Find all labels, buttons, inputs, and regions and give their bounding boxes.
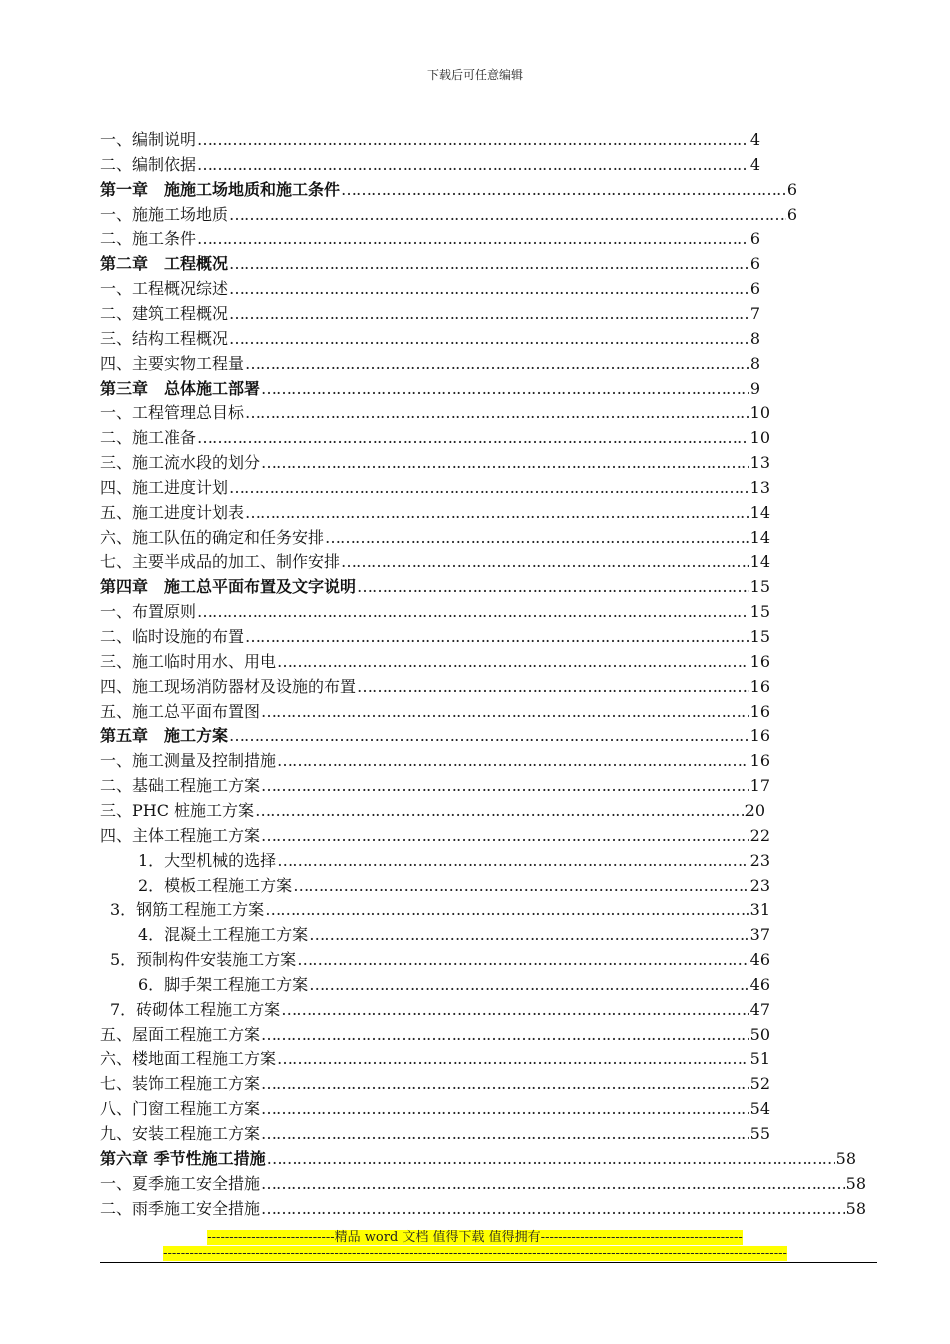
toc-entry-label: 二、编制依据 bbox=[100, 154, 197, 174]
toc-leader-dots bbox=[293, 874, 748, 898]
toc-entry-label: 二、雨季施工安全措施 bbox=[100, 1198, 261, 1218]
toc-entry[interactable] bbox=[100, 824, 770, 848]
toc-page-number: 15 bbox=[749, 602, 770, 622]
toc-entry[interactable] bbox=[100, 302, 760, 326]
toc-page-number: 52 bbox=[749, 1074, 770, 1094]
toc-entry-label: 二、施工准备 bbox=[100, 428, 197, 448]
toc-page-number: 54 bbox=[749, 1099, 770, 1119]
toc-entry-label: 4．混凝土工程施工方案 bbox=[138, 925, 309, 945]
toc-page-number: 47 bbox=[749, 999, 770, 1019]
toc-entry-label: 三、结构工程概况 bbox=[100, 328, 229, 348]
toc-entry[interactable] bbox=[100, 700, 770, 724]
toc-entry-label: 第六章 季节性施工措施 bbox=[100, 1148, 266, 1168]
toc-leader-dots bbox=[277, 1047, 749, 1071]
toc-entry-label: 一、施工测量及控制措施 bbox=[100, 751, 277, 771]
toc-entry-label: 一、布置原则 bbox=[100, 602, 197, 622]
toc-page-number: 15 bbox=[749, 627, 770, 646]
toc-entry-label: 7．砖砌体工程施工方案 bbox=[110, 999, 281, 1019]
toc-entry-label: 四、施工进度计划 bbox=[100, 477, 229, 497]
toc-chapter-entry[interactable] bbox=[100, 178, 797, 202]
footer-banner-line-1 bbox=[0, 1230, 950, 1245]
toc-entry-label: 二、基础工程施工方案 bbox=[100, 776, 261, 796]
toc-entry[interactable] bbox=[100, 327, 760, 351]
toc-leader-dots bbox=[245, 352, 749, 376]
footer-banner-dashes: ---------------------------------------------------------------------------------------------------------------------------------------------- bbox=[163, 1246, 787, 1261]
toc-entry[interactable] bbox=[100, 128, 760, 152]
toc-entry-label: 6．脚手架工程施工方案 bbox=[138, 974, 309, 994]
toc-entry[interactable] bbox=[100, 550, 770, 574]
toc-entry[interactable] bbox=[100, 476, 770, 500]
toc-entry-label: 二、施工条件 bbox=[100, 229, 197, 249]
toc-chapter-entry[interactable] bbox=[100, 1147, 856, 1171]
toc-page-number: 14 bbox=[749, 527, 770, 547]
toc-page-number: 14 bbox=[749, 552, 770, 572]
toc-leader-dots bbox=[229, 252, 749, 276]
toc-entry[interactable] bbox=[100, 650, 770, 674]
toc-page-number: 6 bbox=[749, 279, 760, 299]
toc-entry[interactable] bbox=[100, 277, 760, 301]
toc-leader-dots bbox=[245, 501, 749, 525]
toc-entry[interactable] bbox=[138, 849, 770, 873]
toc-entry[interactable] bbox=[138, 973, 770, 997]
toc-entry[interactable] bbox=[100, 749, 770, 773]
toc-entry-label: 5．预制构件安装施工方案 bbox=[110, 950, 297, 970]
toc-entry-label: 三、PHC 桩施工方案 bbox=[100, 800, 255, 820]
toc-leader-dots bbox=[277, 749, 749, 773]
toc-entry[interactable] bbox=[100, 774, 770, 798]
toc-leader-dots bbox=[357, 575, 749, 599]
toc-leader-dots bbox=[341, 550, 749, 574]
toc-page-number: 23 bbox=[749, 850, 770, 870]
toc-entry[interactable] bbox=[100, 1197, 866, 1221]
toc-leader-dots bbox=[261, 1072, 749, 1096]
toc-page-number: 8 bbox=[749, 328, 760, 348]
footer-banner-line-2 bbox=[0, 1246, 950, 1261]
toc-page-number: 16 bbox=[749, 676, 770, 696]
toc-leader-dots bbox=[229, 327, 749, 351]
toc-leader-dots bbox=[341, 178, 786, 202]
toc-page-number: 58 bbox=[845, 1198, 866, 1218]
toc-entry[interactable] bbox=[110, 898, 770, 922]
toc-leader-dots bbox=[229, 277, 749, 301]
toc-page-number: 10 bbox=[749, 403, 770, 423]
toc-leader-dots bbox=[261, 1197, 845, 1221]
toc-page-number: 7 bbox=[749, 303, 760, 323]
toc-page-number: 58 bbox=[835, 1148, 856, 1168]
toc-page-number: 8 bbox=[749, 353, 760, 373]
toc-entry[interactable] bbox=[100, 153, 760, 177]
toc-leader-dots bbox=[229, 302, 749, 326]
toc-leader-dots bbox=[197, 227, 749, 251]
toc-entry[interactable] bbox=[100, 426, 770, 450]
toc-entry[interactable] bbox=[100, 526, 770, 550]
toc-leader-dots bbox=[261, 1172, 845, 1196]
toc-leader-dots bbox=[277, 650, 749, 674]
toc-entry[interactable] bbox=[100, 1172, 866, 1196]
toc-entry[interactable] bbox=[100, 352, 760, 376]
page-header: 下载后可任意编辑 bbox=[426, 68, 523, 82]
toc-entry[interactable] bbox=[138, 874, 770, 898]
toc-entry-label: 2．模板工程施工方案 bbox=[138, 875, 293, 895]
toc-page-number: 58 bbox=[845, 1173, 866, 1193]
toc-leader-dots bbox=[261, 824, 749, 848]
toc-leader-dots bbox=[325, 526, 749, 550]
toc-page-number: 20 bbox=[744, 800, 765, 820]
toc-entry-label: 1．大型机械的选择 bbox=[138, 850, 277, 870]
toc-entry-label: 四、主要实物工程量 bbox=[100, 353, 245, 373]
toc-page-number: 13 bbox=[749, 453, 770, 473]
toc-leader-dots bbox=[197, 426, 749, 450]
toc-leader-dots bbox=[261, 377, 749, 401]
toc-leader-dots bbox=[309, 923, 748, 947]
toc-entry-label: 六、楼地面工程施工方案 bbox=[100, 1049, 277, 1069]
toc-entry-label: 第三章 总体施工部署 bbox=[100, 378, 261, 398]
toc-entry[interactable] bbox=[100, 1122, 770, 1146]
toc-entry[interactable] bbox=[100, 501, 770, 525]
toc-entry-label: 五、施工总平面布置图 bbox=[100, 701, 261, 721]
toc-entry-label: 四、施工现场消防器材及设施的布置 bbox=[100, 676, 357, 696]
toc-leader-dots bbox=[197, 600, 749, 624]
toc-page-number: 6 bbox=[749, 229, 760, 249]
toc-entry[interactable] bbox=[100, 675, 770, 699]
toc-page-number: 16 bbox=[749, 751, 770, 771]
toc-entry[interactable] bbox=[100, 1047, 770, 1071]
toc-leader-dots bbox=[309, 973, 748, 997]
toc-entry-label: 一、工程管理总目标 bbox=[100, 403, 245, 423]
toc-page-number: 6 bbox=[786, 204, 797, 224]
toc-page-number: 46 bbox=[749, 974, 770, 994]
toc-entry[interactable] bbox=[100, 401, 770, 425]
toc-page-number: 4 bbox=[749, 130, 760, 149]
toc-entry-label: 一、夏季施工安全措施 bbox=[100, 1173, 261, 1193]
toc-leader-dots bbox=[265, 898, 748, 922]
toc-page-number: 16 bbox=[749, 726, 770, 746]
toc-page-number: 10 bbox=[749, 428, 770, 448]
toc-page-number: 55 bbox=[749, 1124, 770, 1143]
toc-leader-dots bbox=[229, 203, 786, 227]
toc-entry-label: 一、编制说明 bbox=[100, 130, 197, 149]
toc-leader-dots bbox=[197, 128, 749, 152]
toc-entry[interactable] bbox=[100, 451, 770, 475]
toc-page-number: 37 bbox=[749, 925, 770, 945]
toc-page-number: 13 bbox=[749, 477, 770, 497]
toc-leader-dots bbox=[229, 724, 749, 748]
toc-entry-label: 三、施工临时用水、用电 bbox=[100, 651, 277, 671]
toc-leader-dots bbox=[255, 799, 744, 823]
toc-page-number: 4 bbox=[749, 154, 760, 174]
toc-entry-label: 五、施工进度计划表 bbox=[100, 502, 245, 522]
toc-page-number: 50 bbox=[749, 1024, 770, 1044]
toc-leader-dots bbox=[297, 948, 748, 972]
toc-page-number: 31 bbox=[749, 900, 770, 920]
toc-entry-label: 3．钢筋工程施工方案 bbox=[110, 900, 265, 920]
toc-entry-label: 八、门窗工程施工方案 bbox=[100, 1099, 261, 1119]
toc-entry-label: 一、施施工场地质 bbox=[100, 204, 229, 224]
toc-entry-label: 七、主要半成品的加工、制作安排 bbox=[100, 552, 341, 572]
toc-page-number: 22 bbox=[749, 825, 770, 845]
toc-leader-dots bbox=[245, 625, 749, 649]
toc-page-number: 9 bbox=[749, 378, 760, 398]
toc-entry-label: 第一章 施施工场地质和施工条件 bbox=[100, 179, 341, 199]
toc-leader-dots bbox=[261, 1122, 749, 1146]
toc-entry-label: 第五章 施工方案 bbox=[100, 726, 229, 746]
toc-leader-dots bbox=[267, 1147, 835, 1171]
toc-entry[interactable] bbox=[100, 227, 760, 251]
toc-entry-label: 五、屋面工程施工方案 bbox=[100, 1024, 261, 1044]
toc-leader-dots bbox=[357, 675, 749, 699]
toc-entry[interactable] bbox=[110, 998, 770, 1022]
toc-page-number: 16 bbox=[749, 651, 770, 671]
toc-entry-label: 六、施工队伍的确定和任务安排 bbox=[100, 527, 325, 547]
toc-entry-label: 九、安装工程施工方案 bbox=[100, 1124, 261, 1143]
toc-entry-label: 七、装饰工程施工方案 bbox=[100, 1074, 261, 1094]
toc-leader-dots bbox=[261, 1023, 749, 1047]
toc-chapter-entry[interactable] bbox=[100, 724, 770, 748]
toc-chapter-entry[interactable] bbox=[100, 252, 760, 276]
toc-entry-label: 第二章 工程概况 bbox=[100, 254, 229, 274]
toc-page-number: 46 bbox=[749, 950, 770, 970]
toc-leader-dots bbox=[261, 700, 749, 724]
toc-page-number: 17 bbox=[749, 776, 770, 796]
toc-chapter-entry[interactable] bbox=[100, 377, 760, 401]
toc-leader-dots bbox=[229, 476, 749, 500]
toc-entry[interactable] bbox=[110, 948, 770, 972]
toc-leader-dots bbox=[261, 451, 749, 475]
toc-leader-dots bbox=[281, 998, 748, 1022]
toc-page-number: 6 bbox=[749, 254, 760, 274]
toc-page-number: 6 bbox=[786, 179, 797, 199]
toc-entry[interactable] bbox=[100, 203, 797, 227]
toc-page-number: 15 bbox=[749, 577, 770, 597]
toc-page-number: 16 bbox=[749, 701, 770, 721]
toc-page-number: 14 bbox=[749, 502, 770, 522]
toc-page-number: 23 bbox=[749, 875, 770, 895]
toc-entry-label: 一、工程概况综述 bbox=[100, 279, 229, 299]
toc-entry-label: 三、施工流水段的划分 bbox=[100, 453, 261, 473]
toc-entry-label: 四、主体工程施工方案 bbox=[100, 825, 261, 845]
toc-entry[interactable] bbox=[100, 799, 765, 823]
toc-leader-dots bbox=[261, 1097, 749, 1121]
toc-entry-label: 二、建筑工程概况 bbox=[100, 303, 229, 323]
toc-leader-dots bbox=[245, 401, 749, 425]
toc-entry-label: 第四章 施工总平面布置及文字说明 bbox=[100, 577, 357, 597]
toc-leader-dots bbox=[261, 774, 749, 798]
toc-entry[interactable] bbox=[138, 923, 770, 947]
toc-leader-dots bbox=[197, 153, 749, 177]
footer-banner-text: -----------------------------精品 word 文档 值得下载 值得拥有---------------------------------------------- bbox=[207, 1230, 743, 1245]
toc-entry-label: 二、临时设施的布置 bbox=[100, 627, 245, 646]
toc-page-number: 51 bbox=[749, 1049, 770, 1069]
toc-chapter-entry[interactable] bbox=[100, 575, 770, 599]
toc-entry[interactable] bbox=[100, 1023, 770, 1047]
toc-entry[interactable] bbox=[100, 1072, 770, 1096]
toc-entry[interactable] bbox=[100, 600, 770, 624]
toc-leader-dots bbox=[277, 849, 748, 873]
toc-entry[interactable] bbox=[100, 1097, 770, 1121]
toc-entry[interactable] bbox=[100, 625, 770, 649]
footer-rule bbox=[100, 1262, 877, 1263]
